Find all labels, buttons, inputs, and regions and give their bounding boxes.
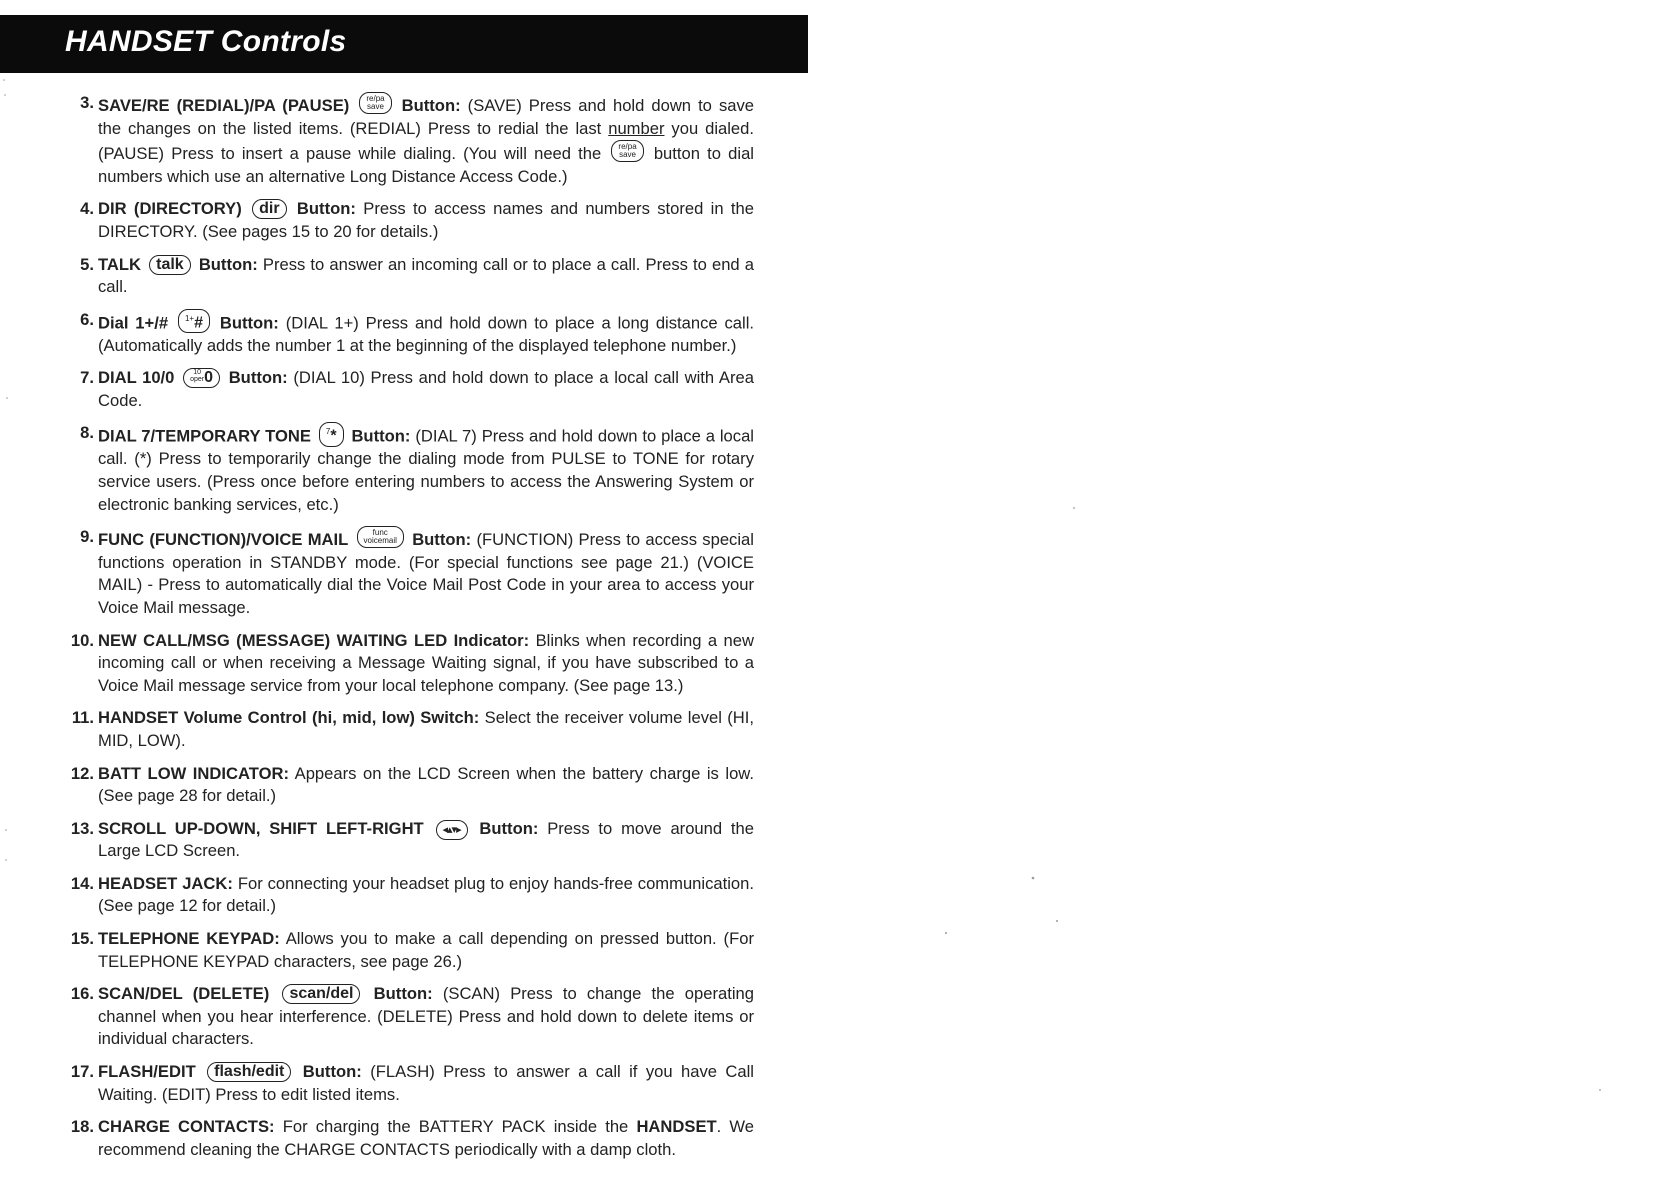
item-number: 17. <box>70 1062 94 1082</box>
list-item <box>62 198 754 243</box>
item-body: (DIAL 10) Press and hold down to place a local call with Area Code. <box>98 368 754 410</box>
item-body: (DIAL 1+) Press and hold down to place a long distance call. (Automatically adds the number 1 at the beginning of the displayed telephone number.) <box>98 313 754 355</box>
item-body: Press to move around the Large LCD Screen. <box>98 818 754 861</box>
item-number: 16. <box>70 984 94 1004</box>
item-number: 9. <box>80 527 94 547</box>
list-item <box>62 1061 754 1106</box>
list-item <box>62 526 754 619</box>
item-body: (SAVE) Press and hold down to save the changes on the listed items. (REDIAL) Press to redial the last <box>98 96 754 138</box>
zero-key-icon: 10 oper 0 <box>183 368 220 388</box>
list-item <box>62 630 754 698</box>
item-title: NEW CALL/MSG (MESSAGE) WAITING LED Indicator: <box>98 630 530 650</box>
list-item <box>62 92 754 188</box>
list-item <box>62 818 754 863</box>
item-number: 6. <box>80 309 94 329</box>
page-title: HANDSET Controls <box>65 25 347 58</box>
list-item <box>62 309 754 358</box>
pound-key-icon: $^{1+}$# <box>178 309 210 333</box>
item-title: FUNC (FUNCTION)/VOICE MAIL <box>98 530 349 550</box>
dir-key-icon: dir <box>252 199 286 219</box>
item-number: 7. <box>80 368 94 388</box>
item-body: Appears on the LCD Screen when the battery charge is low. (See page 28 for detail.) <box>98 763 754 806</box>
item-title: SCAN/DEL (DELETE) <box>98 984 270 1004</box>
button-label: Button: <box>351 426 411 446</box>
list-item <box>62 707 754 752</box>
item-body: Blinks when recording a new incoming call or when receiving a Message Waiting signal, if you have subscribed to a Voice Mail message service from your local telephone company. (See page 13.) <box>98 630 754 695</box>
item-body-underlined: number <box>608 118 665 138</box>
item-title: HEADSET JACK: <box>98 873 233 893</box>
item-title: DIAL 10/0 <box>98 368 175 388</box>
button-label: Button: <box>479 818 539 838</box>
item-body: Press to answer an incoming call or to place a call. Press to end a call. <box>98 254 754 297</box>
list-item <box>62 367 754 412</box>
item-number: 12. <box>70 763 94 783</box>
list-item <box>62 873 754 918</box>
item-number: 15. <box>70 929 94 949</box>
item-title: Dial 1+/# <box>98 313 169 333</box>
item-body: (DIAL 7) Press and hold down to place a local call. (*) Press to temporarily change the dialing mode from PULSE to TONE for rotary service users. (Press once before entering numbers to access the Answering System or electronic banking services, etc.) <box>98 426 754 514</box>
button-label: Button: <box>296 199 356 219</box>
scroll-arrows-key-icon: ◂▴▾▸ <box>436 820 468 840</box>
item-body: Press to access names and numbers stored in the DIRECTORY. (See pages 15 to 20 for details.) <box>98 199 754 241</box>
button-label: Button: <box>219 313 279 333</box>
button-label: Button: <box>198 254 258 274</box>
item-number: 11. <box>71 708 94 728</box>
star-key-icon: $^7$* <box>319 422 344 446</box>
list-item <box>62 983 754 1051</box>
item-number: 13. <box>70 818 94 838</box>
func-voicemail-key-icon: func voicemail <box>357 526 404 548</box>
item-title: DIAL 7/TEMPORARY TONE <box>98 426 311 446</box>
item-body-bold: HANDSET <box>636 1117 717 1137</box>
button-label: Button: <box>401 96 461 115</box>
list-item <box>62 1116 754 1161</box>
item-number: 4. <box>80 199 94 219</box>
item-number: 8. <box>80 423 94 443</box>
redial-save-key-icon: re/pa save <box>359 92 391 114</box>
list-item <box>62 928 754 973</box>
item-title: FLASH/EDIT <box>98 1062 196 1082</box>
list-item <box>62 763 754 808</box>
scan-del-key-icon: scan/del <box>282 984 360 1004</box>
item-body: (SCAN) Press to change the operating channel when you hear interference. (DELETE) Press and hold down to delete items or individual characters. <box>98 984 754 1049</box>
item-number: 3. <box>80 93 94 112</box>
controls-list <box>62 92 754 1171</box>
item-body: button to dial numbers which use an alternative Long Distance Access Code.) <box>98 144 754 186</box>
item-number: 14. <box>70 873 94 893</box>
item-body: For connecting your headset plug to enjoy hands-free communication. (See page 12 for detail.) <box>98 873 754 916</box>
button-label: Button: <box>302 1062 362 1082</box>
item-title: SAVE/RE (REDIAL)/PA (PAUSE) <box>98 96 350 115</box>
item-title: HANDSET Volume Control (hi, mid, low) Switch: <box>98 708 480 728</box>
item-body: . We recommend cleaning the CHARGE CONTACTS periodically with a damp cloth. <box>98 1117 755 1159</box>
button-label: Button: <box>412 530 472 550</box>
button-label: Button: <box>373 984 433 1004</box>
talk-key-icon: talk <box>149 255 191 275</box>
item-body: (FUNCTION) Press to access special functions operation in STANDBY mode. (For special functions see page 21.) (VOICE MAIL) - Press to automatically dial the Voice Mail Post Code in your area to access your Voice Mail message. <box>98 530 754 617</box>
item-body: Allows you to make a call depending on pressed button. (For TELEPHONE KEYPAD characters, see page 26.) <box>98 929 754 971</box>
item-body: For charging the BATTERY PACK inside the <box>282 1117 637 1137</box>
header-bar <box>0 15 808 73</box>
item-title: CHARGE CONTACTS: <box>98 1117 275 1137</box>
item-number: 10. <box>70 630 94 650</box>
item-body: Select the receiver volume level (HI, MID, LOW). <box>98 708 754 750</box>
flash-edit-key-icon: flash/edit <box>207 1062 291 1082</box>
item-body: (FLASH) Press to answer a call if you have Call Waiting. (EDIT) Press to edit listed items. <box>98 1062 754 1104</box>
item-title: TELEPHONE KEYPAD: <box>98 929 280 949</box>
list-item <box>62 422 754 516</box>
item-title: DIR (DIRECTORY) <box>98 199 242 219</box>
item-title: SCROLL UP-DOWN, SHIFT LEFT-RIGHT <box>98 818 424 838</box>
item-title: BATT LOW INDICATOR: <box>98 763 289 783</box>
item-body: you dialed. (PAUSE) Press to insert a pause while dialing. (You will need the <box>98 118 754 164</box>
button-label: Button: <box>228 368 288 388</box>
item-number: 18. <box>70 1117 94 1137</box>
item-title: TALK <box>98 254 142 274</box>
item-number: 5. <box>80 254 94 274</box>
list-item <box>62 254 754 299</box>
redial-save-key-icon: re/pa save <box>611 140 643 162</box>
